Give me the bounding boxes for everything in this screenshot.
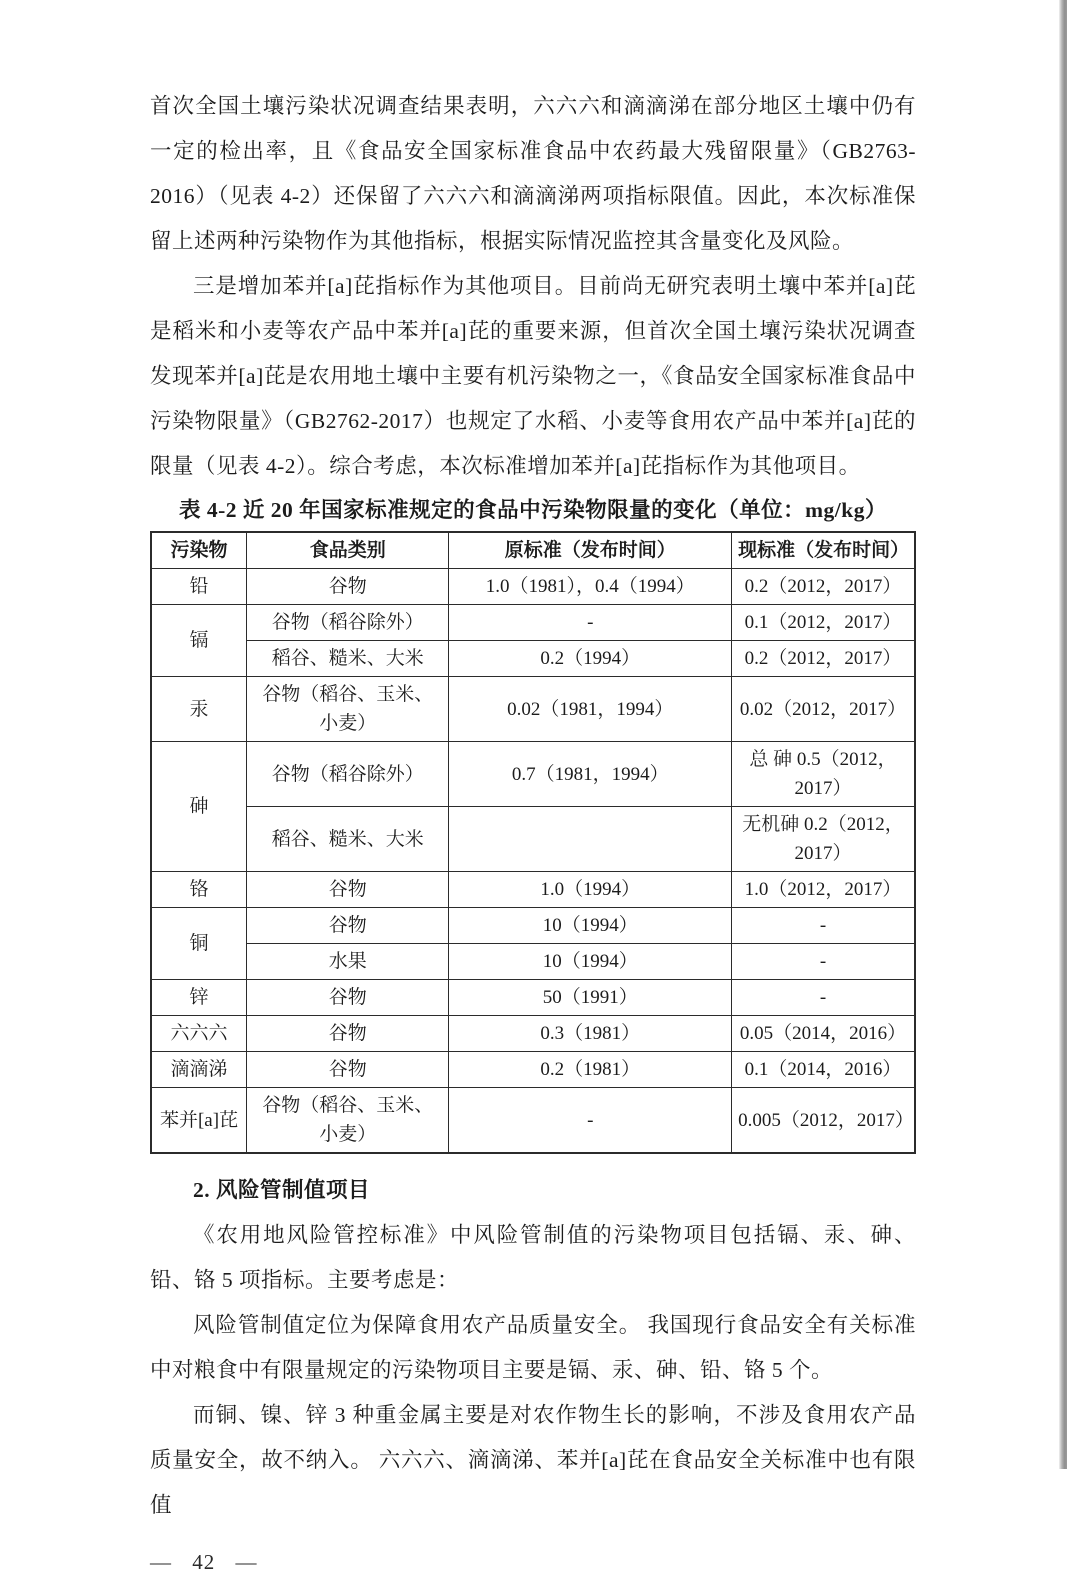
cell-food: 谷物: [247, 908, 449, 944]
header-food-category: 食品类别: [247, 532, 449, 569]
cell-food: 谷物（稻谷除外）: [247, 605, 449, 641]
table-row: [151, 807, 915, 872]
table-row: [151, 872, 915, 908]
table-row: [151, 641, 915, 677]
cell-pollutant: 砷: [151, 742, 247, 872]
cell-old: 0.2（1981）: [449, 1052, 732, 1088]
table-row: [151, 605, 915, 641]
cell-pollutant: 滴滴涕: [151, 1052, 247, 1088]
cell-new: 1.0（2012，2017）: [732, 872, 915, 908]
header-new-standard: 现标准（发布时间）: [732, 532, 915, 569]
section-heading-risk-control: 2. 风险管制值项目: [193, 1178, 371, 1202]
cell-food: 水果: [247, 944, 449, 980]
table-row: [151, 1016, 915, 1052]
cell-old: 1.0（1981），0.4（1994）: [449, 569, 732, 605]
table-row: [151, 677, 915, 742]
cell-food: 谷物: [247, 872, 449, 908]
cell-pollutant: 铅: [151, 569, 247, 605]
cell-pollutant: 六六六: [151, 1016, 247, 1052]
body-paragraph-4: 风险管制值定位为保障食用农产品质量安全。 我国现行食品安全有关标准中对粮食中有限量规定的污染物项目主要是镉、汞、砷、铅、铬 5 个。: [150, 1313, 916, 1382]
cell-food: 谷物（稻谷除外）: [247, 742, 449, 807]
cell-old: 1.0（1994）: [449, 872, 732, 908]
cell-old: 0.2（1994）: [449, 641, 732, 677]
cell-pollutant: 铬: [151, 872, 247, 908]
body-paragraph-5: 而铜、镍、锌 3 种重金属主要是对农作物生长的影响，不涉及食用农产品质量安全，故不纳入。 六六六、滴滴涕、苯并[a]芘在食品安全关标准中也有限值: [150, 1403, 916, 1517]
table-row: [151, 908, 915, 944]
body-paragraph-2: 三是增加苯并[a]芘指标作为其他项目。目前尚无研究表明土壤中苯并[a]芘是稻米和小麦等农产品中苯并[a]芘的重要来源，但首次全国土壤污染状况调查发现苯并[a]芘是农用地土壤中主要有机污染物之一，《食品安全国家标准食品中污染物限量》（GB2762-2017）也规定了水稻、小麦等食用农产品中苯并[a]芘的限量（见表 4-2）。综合考虑，本次标准增加苯并[a]芘指标作为其他项目。: [150, 274, 916, 478]
cell-new: 0.005（2012，2017）: [732, 1088, 915, 1154]
cell-old: [449, 807, 732, 872]
body-paragraph-1: 首次全国土壤污染状况调查结果表明，六六六和滴滴涕在部分地区土壤中仍有一定的检出率，且《食品安全国家标准食品中农药最大残留限量》（GB2763-2016）（见表 4-2）还保留了六六六和滴滴涕两项指标限值。因此，本次标准保留上述两种污染物作为其他指标，根据实际情况监控其含量变化及风险。: [150, 94, 916, 253]
pollutant-limits-table: [150, 531, 916, 1154]
cell-old: 10（1994）: [449, 944, 732, 980]
table-row: [151, 569, 915, 605]
body-paragraph-3: 《农用地风险管控标准》中风险管制值的污染物项目包括镉、汞、砷、铅、铬 5 项指标。主要考虑是：: [150, 1223, 916, 1292]
header-old-standard: 原标准（发布时间）: [449, 532, 732, 569]
cell-food: 谷物: [247, 980, 449, 1016]
table-row: [151, 1088, 915, 1154]
cell-food: 谷物: [247, 1016, 449, 1052]
cell-new: 0.02（2012，2017）: [732, 677, 915, 742]
cell-food: 谷物（稻谷、玉米、小麦）: [247, 677, 449, 742]
cell-old: -: [449, 1088, 732, 1154]
cell-old: 0.3（1981）: [449, 1016, 732, 1052]
cell-pollutant: 铜: [151, 908, 247, 980]
cell-pollutant: 锌: [151, 980, 247, 1016]
cell-food: 稻谷、糙米、大米: [247, 807, 449, 872]
cell-new: -: [732, 908, 915, 944]
cell-pollutant: 镉: [151, 605, 247, 677]
cell-old: 0.7（1981，1994）: [449, 742, 732, 807]
table-row: [151, 1052, 915, 1088]
table-header-row: [151, 532, 915, 569]
cell-old: -: [449, 605, 732, 641]
cell-food: 谷物: [247, 1052, 449, 1088]
header-pollutant: 污染物: [151, 532, 247, 569]
footer-page-number: — 42 —: [150, 1550, 258, 1574]
page-content: [150, 84, 916, 1575]
cell-new: 0.1（2014，2016）: [732, 1052, 915, 1088]
cell-old: 50（1991）: [449, 980, 732, 1016]
cell-new: -: [732, 980, 915, 1016]
scrollbar-track[interactable]: [1059, 0, 1067, 1469]
table-row: [151, 742, 915, 807]
cell-food: 谷物（稻谷、玉米、小麦）: [247, 1088, 449, 1154]
cell-new: 0.2（2012，2017）: [732, 641, 915, 677]
cell-new: 无机砷 0.2（2012，2017）: [732, 807, 915, 872]
cell-new: 0.1（2012，2017）: [732, 605, 915, 641]
cell-food: 谷物: [247, 569, 449, 605]
cell-pollutant: 汞: [151, 677, 247, 742]
table-row: [151, 944, 915, 980]
table-row: [151, 980, 915, 1016]
cell-new: 0.05（2014，2016）: [732, 1016, 915, 1052]
cell-old: 0.02（1981，1994）: [449, 677, 732, 742]
cell-new: 0.2（2012，2017）: [732, 569, 915, 605]
cell-old: 10（1994）: [449, 908, 732, 944]
table-caption: 表 4-2 近 20 年国家标准规定的食品中污染物限量的变化（单位：mg/kg）: [178, 498, 887, 522]
cell-food: 稻谷、糙米、大米: [247, 641, 449, 677]
cell-new: -: [732, 944, 915, 980]
cell-pollutant: 苯并[a]芘: [151, 1088, 247, 1154]
cell-new: 总 砷 0.5（2012，2017）: [732, 742, 915, 807]
